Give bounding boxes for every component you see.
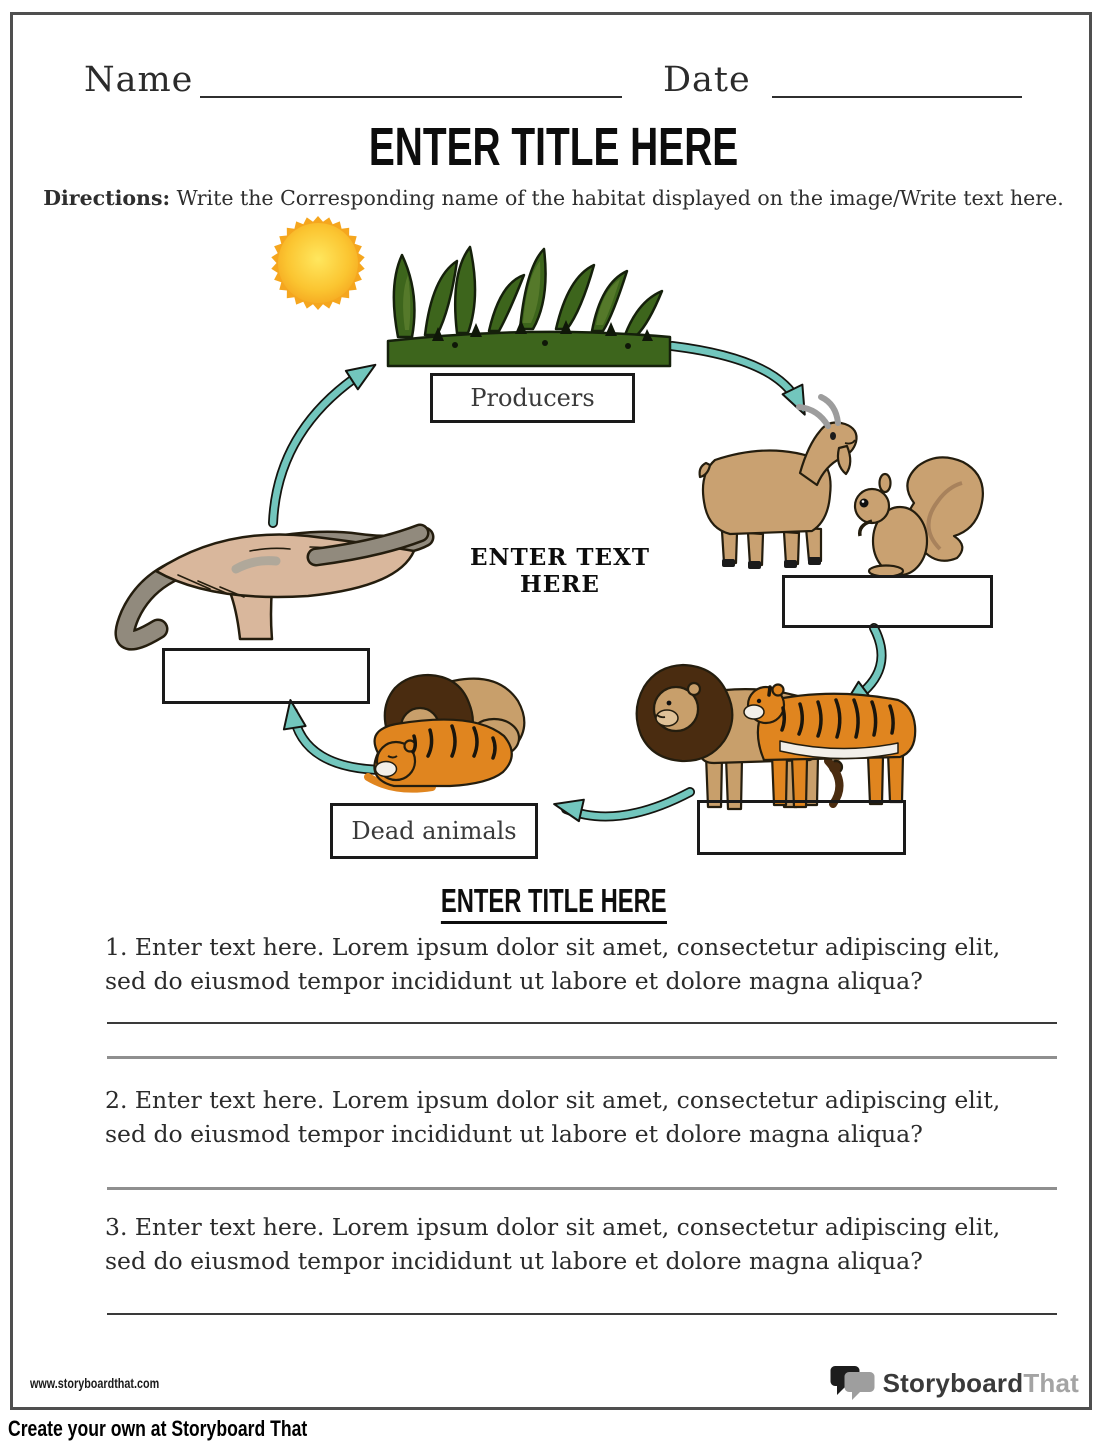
question-1-number: 1.: [105, 933, 128, 961]
date-input-line[interactable]: [772, 96, 1022, 98]
goat-illustration: [700, 397, 857, 569]
questions-section-title[interactable]: ENTER TITLE HERE: [0, 882, 1107, 920]
name-label: Name: [84, 60, 194, 100]
worksheet-title[interactable]: ENTER TITLE HERE: [368, 117, 739, 177]
dead-animals-illustration: [368, 675, 524, 789]
credit-line: Create your own at Storyboard That: [8, 1416, 308, 1441]
question-3-number: 3.: [105, 1213, 128, 1241]
answer-line-2[interactable]: [107, 1187, 1057, 1190]
question-3: [105, 1210, 1030, 1278]
date-label: Date: [663, 60, 751, 100]
answer-line-3[interactable]: [107, 1313, 1057, 1315]
cycle-arrow-grass-to-herbivores: [672, 346, 815, 419]
website-url: www.storyboardthat.com: [30, 1376, 160, 1391]
answer-line-1a[interactable]: [107, 1022, 1057, 1024]
squirrel-illustration: [855, 457, 983, 576]
producers-label: Producers: [470, 384, 595, 412]
directions-text: Write the Corresponding name of the habitat displayed on the image/Write text here.: [170, 186, 1064, 210]
cycle-arrow-carnivores-to-dead-animals: [552, 792, 690, 821]
label-box-carnivores-empty[interactable]: [697, 800, 906, 855]
dead-animals-label: Dead animals: [351, 817, 517, 845]
label-box-dead-animals[interactable]: [330, 803, 538, 859]
question-2-text: Enter text here. Lorem ipsum dolor sit amet, consectetur adipiscing elit, sed do eiusmod tempor incididunt ut labore et dolore magna aliqua?: [105, 1086, 1001, 1149]
directions-label: Directions:: [43, 186, 171, 210]
sun-icon: [271, 216, 364, 310]
speech-bubbles-icon: [830, 1363, 876, 1403]
diagram-center-text[interactable]: ENTER TEXT HERE: [470, 544, 650, 598]
label-box-producers[interactable]: [430, 373, 635, 423]
cycle-arrow-decomposer-to-grass: [273, 356, 381, 523]
logo-text: StoryboardThat: [882, 1367, 1079, 1398]
question-2: [105, 1083, 1030, 1151]
question-1-text: Enter text here. Lorem ipsum dolor sit amet, consectetur adipiscing elit, sed do eiusmod tempor incididunt ut labore et dolore magna aliqua?: [105, 933, 1001, 996]
directions: [0, 186, 1107, 210]
question-3-text: Enter text here. Lorem ipsum dolor sit amet, consectetur adipiscing elit, sed do eiusmod tempor incididunt ut labore et dolore magna aliqua?: [105, 1213, 1001, 1276]
cycle-arrow-dead-animals-to-decomposers: [280, 698, 390, 770]
label-box-herbivores-empty[interactable]: [782, 575, 993, 628]
question-1: [105, 930, 1030, 998]
tiger-illustration: [744, 685, 915, 808]
question-2-number: 2.: [105, 1086, 128, 1114]
name-input-line[interactable]: [200, 96, 622, 98]
label-box-decomposers-empty[interactable]: [162, 648, 370, 704]
mushroom-worm-decomposers-illustration: [125, 533, 424, 640]
answer-line-1b[interactable]: [107, 1056, 1057, 1059]
storyboardthat-logo: [830, 1363, 1079, 1403]
grass-producers-illustration: [388, 247, 670, 366]
